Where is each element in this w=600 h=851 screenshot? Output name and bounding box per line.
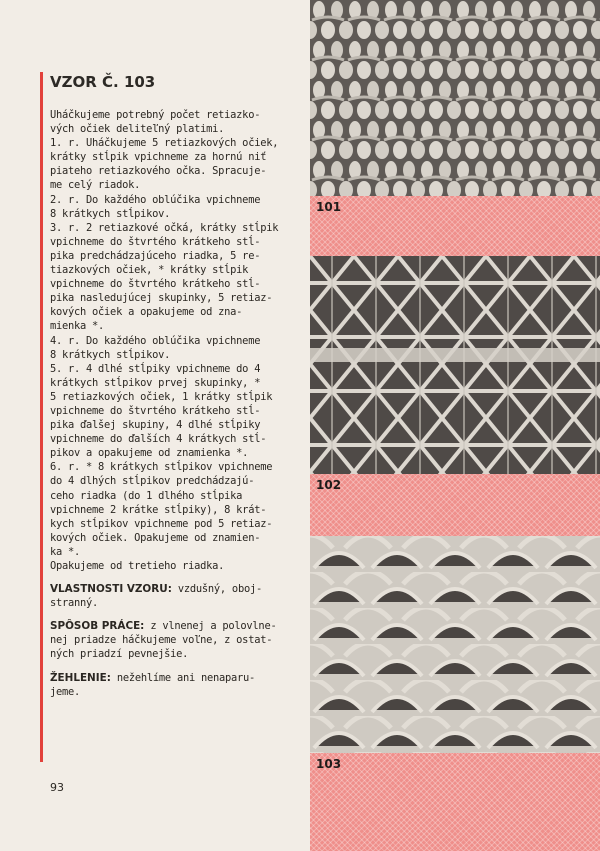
- instruction-line: mienka *.: [50, 320, 105, 333]
- instruction-line: 1. r. Uháčkujeme 5 retiazkových očiek,: [50, 137, 279, 150]
- pattern-text: [50, 108, 312, 699]
- instruction-line: kových očiek a opakujeme od zna-: [50, 306, 243, 319]
- instruction-line: Uháčkujeme potrebný počet retiazko-: [50, 109, 261, 121]
- crochet-texture-102: [310, 256, 600, 474]
- swatch-column: [310, 0, 600, 851]
- ironing-text-2: jeme.: [50, 685, 81, 698]
- method-section: [50, 619, 312, 661]
- ironing-label: ŽEHLENIE:: [50, 671, 111, 684]
- properties-label: VLASTNOSTI VZORU:: [50, 583, 172, 596]
- properties-section: [50, 582, 312, 610]
- instructions: [50, 108, 312, 573]
- instruction-line: vpichneme do štvrtého krátkeho stĺ-: [50, 235, 261, 248]
- instruction-line: tiazkových očiek, * krátky stĺpik: [50, 264, 249, 277]
- instruction-line: 4. r. Do každého oblúčika vpichneme: [50, 334, 261, 347]
- instruction-line: pika predchádzajúceho riadka, 5 re-: [50, 249, 261, 262]
- method-label: SPÔSOB PRÁCE:: [50, 620, 145, 633]
- instruction-line: vpichneme do štvrtého krátkeho stĺ-: [50, 278, 261, 291]
- instruction-line: do 4 dlhých stĺpikov predchádzajú-: [50, 475, 255, 488]
- instruction-line: kych stĺpikov vpichneme pod 5 retiaz-: [50, 517, 273, 530]
- properties-text: vzdušný, oboj-: [171, 583, 262, 596]
- instruction-line: 3. r. 2 retiazkové očká, krátky stĺpik: [50, 221, 279, 234]
- instruction-line: 5 retiazkových očiek, 1 krátky stĺpik: [50, 390, 273, 403]
- swatch-label-103: 103: [316, 757, 342, 771]
- instruction-line: 8 krátkych stĺpikov.: [50, 207, 171, 220]
- instruction-line: ka *.: [50, 545, 81, 558]
- page-number: 93: [50, 781, 64, 794]
- instruction-line: piateho retiazkového očka. Spracuje-: [50, 165, 267, 178]
- instruction-line: pika ďalšej skupiny, 4 dlhé stĺpiky: [50, 419, 261, 432]
- instruction-line: vpichneme do štvrtého krátkeho stĺ-: [50, 404, 261, 417]
- instruction-line: vých očiek deliteľný platimi.: [50, 123, 225, 136]
- crochet-texture-103: [310, 536, 600, 753]
- instruction-line: 6. r. * 8 krátkych stĺpikov vpichneme: [50, 461, 273, 474]
- page-title: VZOR Č. 103: [50, 73, 156, 91]
- instruction-line: vpichneme 2 krátke stĺpiky), 8 krát-: [50, 503, 267, 516]
- ironing-text: nežehlíme ani nenaparu-: [110, 671, 256, 684]
- swatch-band-101: [310, 196, 600, 256]
- method-text: z vlnenej a polovlne-: [144, 620, 277, 633]
- ironing-section: [50, 671, 312, 699]
- instruction-line: 2. r. Do každého oblúčika vpichneme: [50, 193, 261, 206]
- properties-text-2: stranný.: [50, 597, 99, 610]
- instruction-line: Opakujeme od tretieho riadka.: [50, 560, 225, 572]
- accent-bar: [40, 72, 43, 762]
- swatch-band-103: [310, 753, 600, 851]
- instruction-line: krátkych stĺpikov prvej skupinky, *: [50, 376, 261, 389]
- swatch-band-102: [310, 474, 600, 536]
- instruction-line: pika nasledujúcej skupinky, 5 retiaz-: [50, 292, 273, 305]
- method-text-3: ných priadzí pevnejšie.: [50, 648, 189, 661]
- instruction-line: pikov a opakujeme od znamienka *.: [50, 447, 249, 460]
- crochet-photo-101: [310, 0, 600, 196]
- instruction-line: kových očiek. Opakujeme od znamien-: [50, 531, 261, 544]
- crochet-photo-103: [310, 536, 600, 753]
- instruction-line: krátky stĺpik vpichneme za hornú niť: [50, 151, 267, 164]
- instruction-line: me celý riadok.: [50, 179, 141, 192]
- instruction-line: 5. r. 4 dlhé stĺpiky vpichneme do 4: [50, 362, 261, 375]
- instruction-line: ceho riadka (do 1 dlhého stĺpika: [50, 489, 243, 502]
- swatch-label-102: 102: [316, 478, 342, 492]
- swatch-label-101: 101: [316, 200, 342, 214]
- crochet-texture-101: [310, 0, 600, 196]
- instruction-line: vpichneme do ďalších 4 krátkych stĺ-: [50, 433, 267, 446]
- instruction-line: 8 krátkych stĺpikov.: [50, 348, 171, 361]
- crochet-photo-102: [310, 256, 600, 474]
- method-text-2: nej priadze háčkujeme voľne, z ostat-: [50, 634, 273, 647]
